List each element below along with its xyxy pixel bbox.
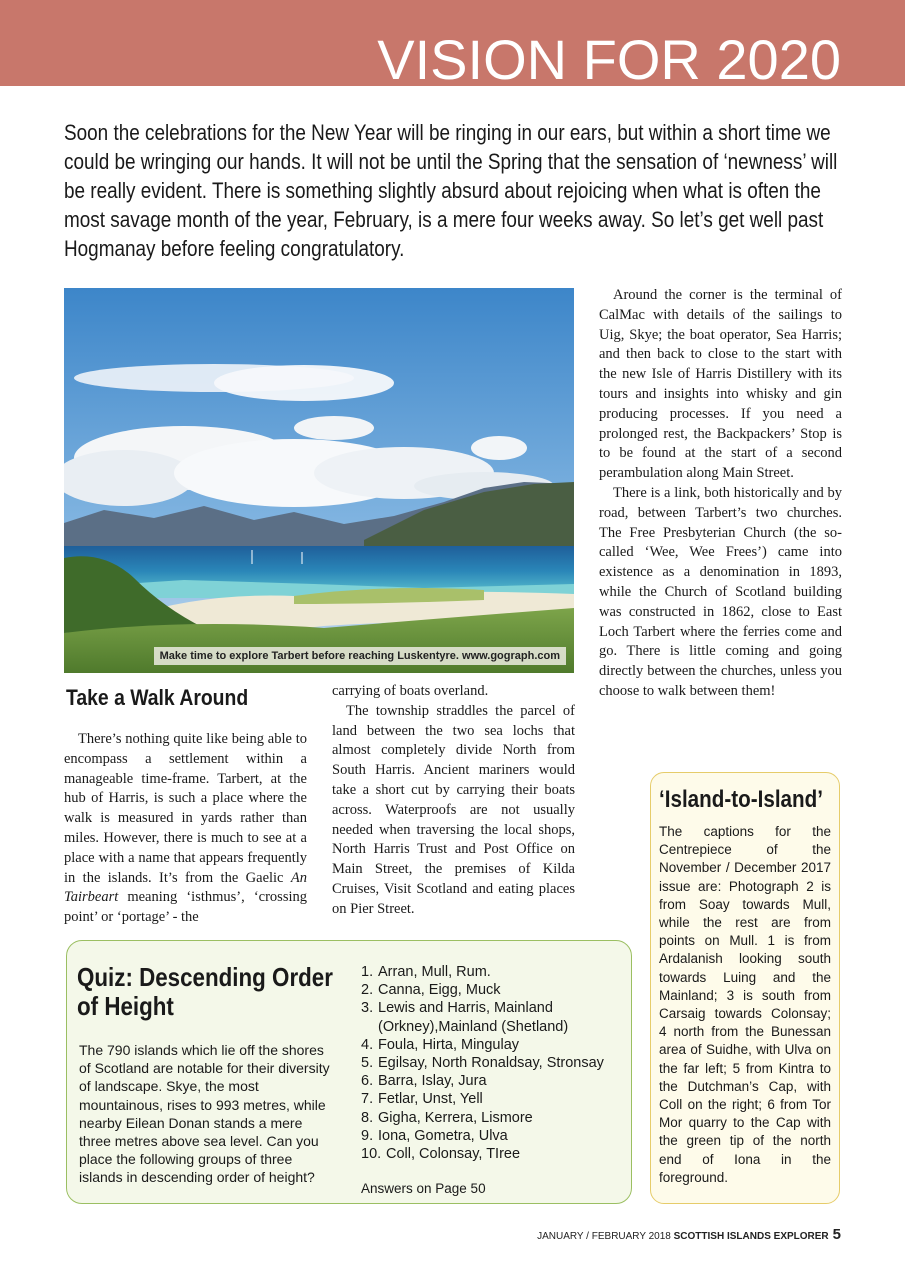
page-title: VISION FOR 2020 (377, 28, 841, 91)
article-column-2 (332, 682, 575, 920)
list-item: 10. Coll, Colonsay, TIree (361, 1146, 521, 1163)
article-paragraph: There is a link, both historically and by road, between Tarbert’s two churches. The Free Presbyterian Church (the so-called ‘Wee, Wee Frees’) came into existence as a denomination in 1893, while the Church of Scotland building was constructed in 1862, close to East Loch Tarbert where the ferries come and go. There is little coming and going directly between the churches, unless you choose to walk between them! (599, 484, 842, 699)
list-item: 1. Arran, Mull, Rum. (361, 964, 491, 980)
quiz-box (66, 940, 632, 1204)
list-item: 6. Barra, Islay, Jura (361, 1073, 487, 1090)
box-body: The captions for the Centrepiece of the November / December 2017 issue are: Photograph 2 is from Soay towards Mull, while the rest are from points on Mull. 1 is from Ardalanish looking south towards Luing and the Mainland; 3 is south from Carsaig towards Colonsay; 4 north from the Bunessan area of Suidhe, with Ulva on the far left; 5 from Kintra to the Dutchman’s Cap, with Coll on the right; 6 from Tor Mor quarry to the Cap with the green tip of the north end of Iona in the foreground. (659, 824, 831, 1185)
header-band (0, 0, 905, 91)
article-paragraph: There’s nothing quite like being able to encompass a settlement within a manageable time-frame. Tarbert, at the hub of Harris, is such a place where the walk is measured in yards rather than miles. However, there is much to see at a place with a name that appears frequently in the islands. It’s from the Gaelic An Tairbeart meaning ‘isthmus’, ‘crossing point’ or ‘portage’ - the (64, 731, 307, 926)
list-item: 5. Egilsay, North Ronaldsay, Stronsay (361, 1055, 604, 1072)
photo-caption: Make time to explore Tarbert before reaching Luskentyre. www.gograph.com (154, 647, 566, 665)
tarbert-photo (64, 288, 574, 673)
issue-date: JANUARY / FEBRUARY 2018 (537, 1231, 674, 1242)
quiz-list (361, 963, 631, 1163)
list-item: 7. Fetlar, Unst, Yell (361, 1091, 483, 1108)
list-item: 3. Lewis and Harris, Mainland (Orkney),Mainland (Shetland) (361, 1000, 569, 1035)
article-column-3 (599, 286, 842, 702)
magazine-name: SCOTTISH ISLANDS EXPLORER (673, 1231, 829, 1242)
article-column-1 (64, 730, 307, 928)
quiz-answers-note: Answers on Page 50 (361, 1181, 486, 1196)
article-paragraph: Around the corner is the terminal of CalMac with details of the sailings to Uig, Skye; the boat operator, Sea Harris; and then back to close to the start with the new Isle of Harris Distillery with its tours and insights into whisky and gin producing processes. If you need a prolonged rest, the Backpackers’ Stop is to be found at the start of a second perambulation along Main Street. (599, 287, 842, 482)
box-title: ‘Island-to-Island’ (659, 786, 823, 813)
article-paragraph-continued: carrying of boats overland. (332, 683, 489, 699)
quiz-title: Quiz: Descending Order of Height (77, 962, 333, 1021)
landscape-image (64, 288, 574, 673)
intro-paragraph: Soon the celebrations for the New Year will be ringing in our ears, but within a short time we could be wringing our hands. It will not be until the Spring that the sensation of ‘newness’ will be really evident. There is something slightly absurd about rejoicing when what is often the most savage month of the year, February, is a mere four weeks away. So let’s get well past Hogmanay before feeling congratulatory. (64, 120, 838, 261)
page-footer (537, 1228, 841, 1244)
quiz-body: The 790 islands which lie off the shores of Scotland are notable for their diversity of landscape. Skye, the most mountainous, rises to 993 metres, while nearby Eilean Donan stands a mere three metres above sea level. Can you place the following groups of three islands in descending order of height? (79, 1042, 330, 1186)
list-item: 8. Gigha, Kerrera, Lismore (361, 1109, 533, 1126)
article-paragraph: The township straddles the parcel of land between the two sea lochs that almost completely divide North from South Harris. Ancient mariners would take a short cut by carrying their boats across. Waterproofs are not usually needed when traversing the local shops, North Harris Trust and Post Office on Main Street, the premises of Kilda Cruises, Visit Scotland and eating places on Pier Street. (332, 702, 575, 917)
island-to-island-box (650, 772, 840, 1204)
list-item: 2. Canna, Eigg, Muck (361, 982, 501, 999)
page-number: 5 (832, 1226, 841, 1243)
list-item: 9. Iona, Gometra, Ulva (361, 1127, 508, 1144)
paragraph-overflow: meaning ‘isthmus’, ‘crossing point’ or ‘portage’ - the (64, 889, 307, 926)
section-heading: Take a Walk Around (66, 685, 249, 710)
list-item: 4. Foula, Hirta, Mingulay (361, 1036, 520, 1053)
